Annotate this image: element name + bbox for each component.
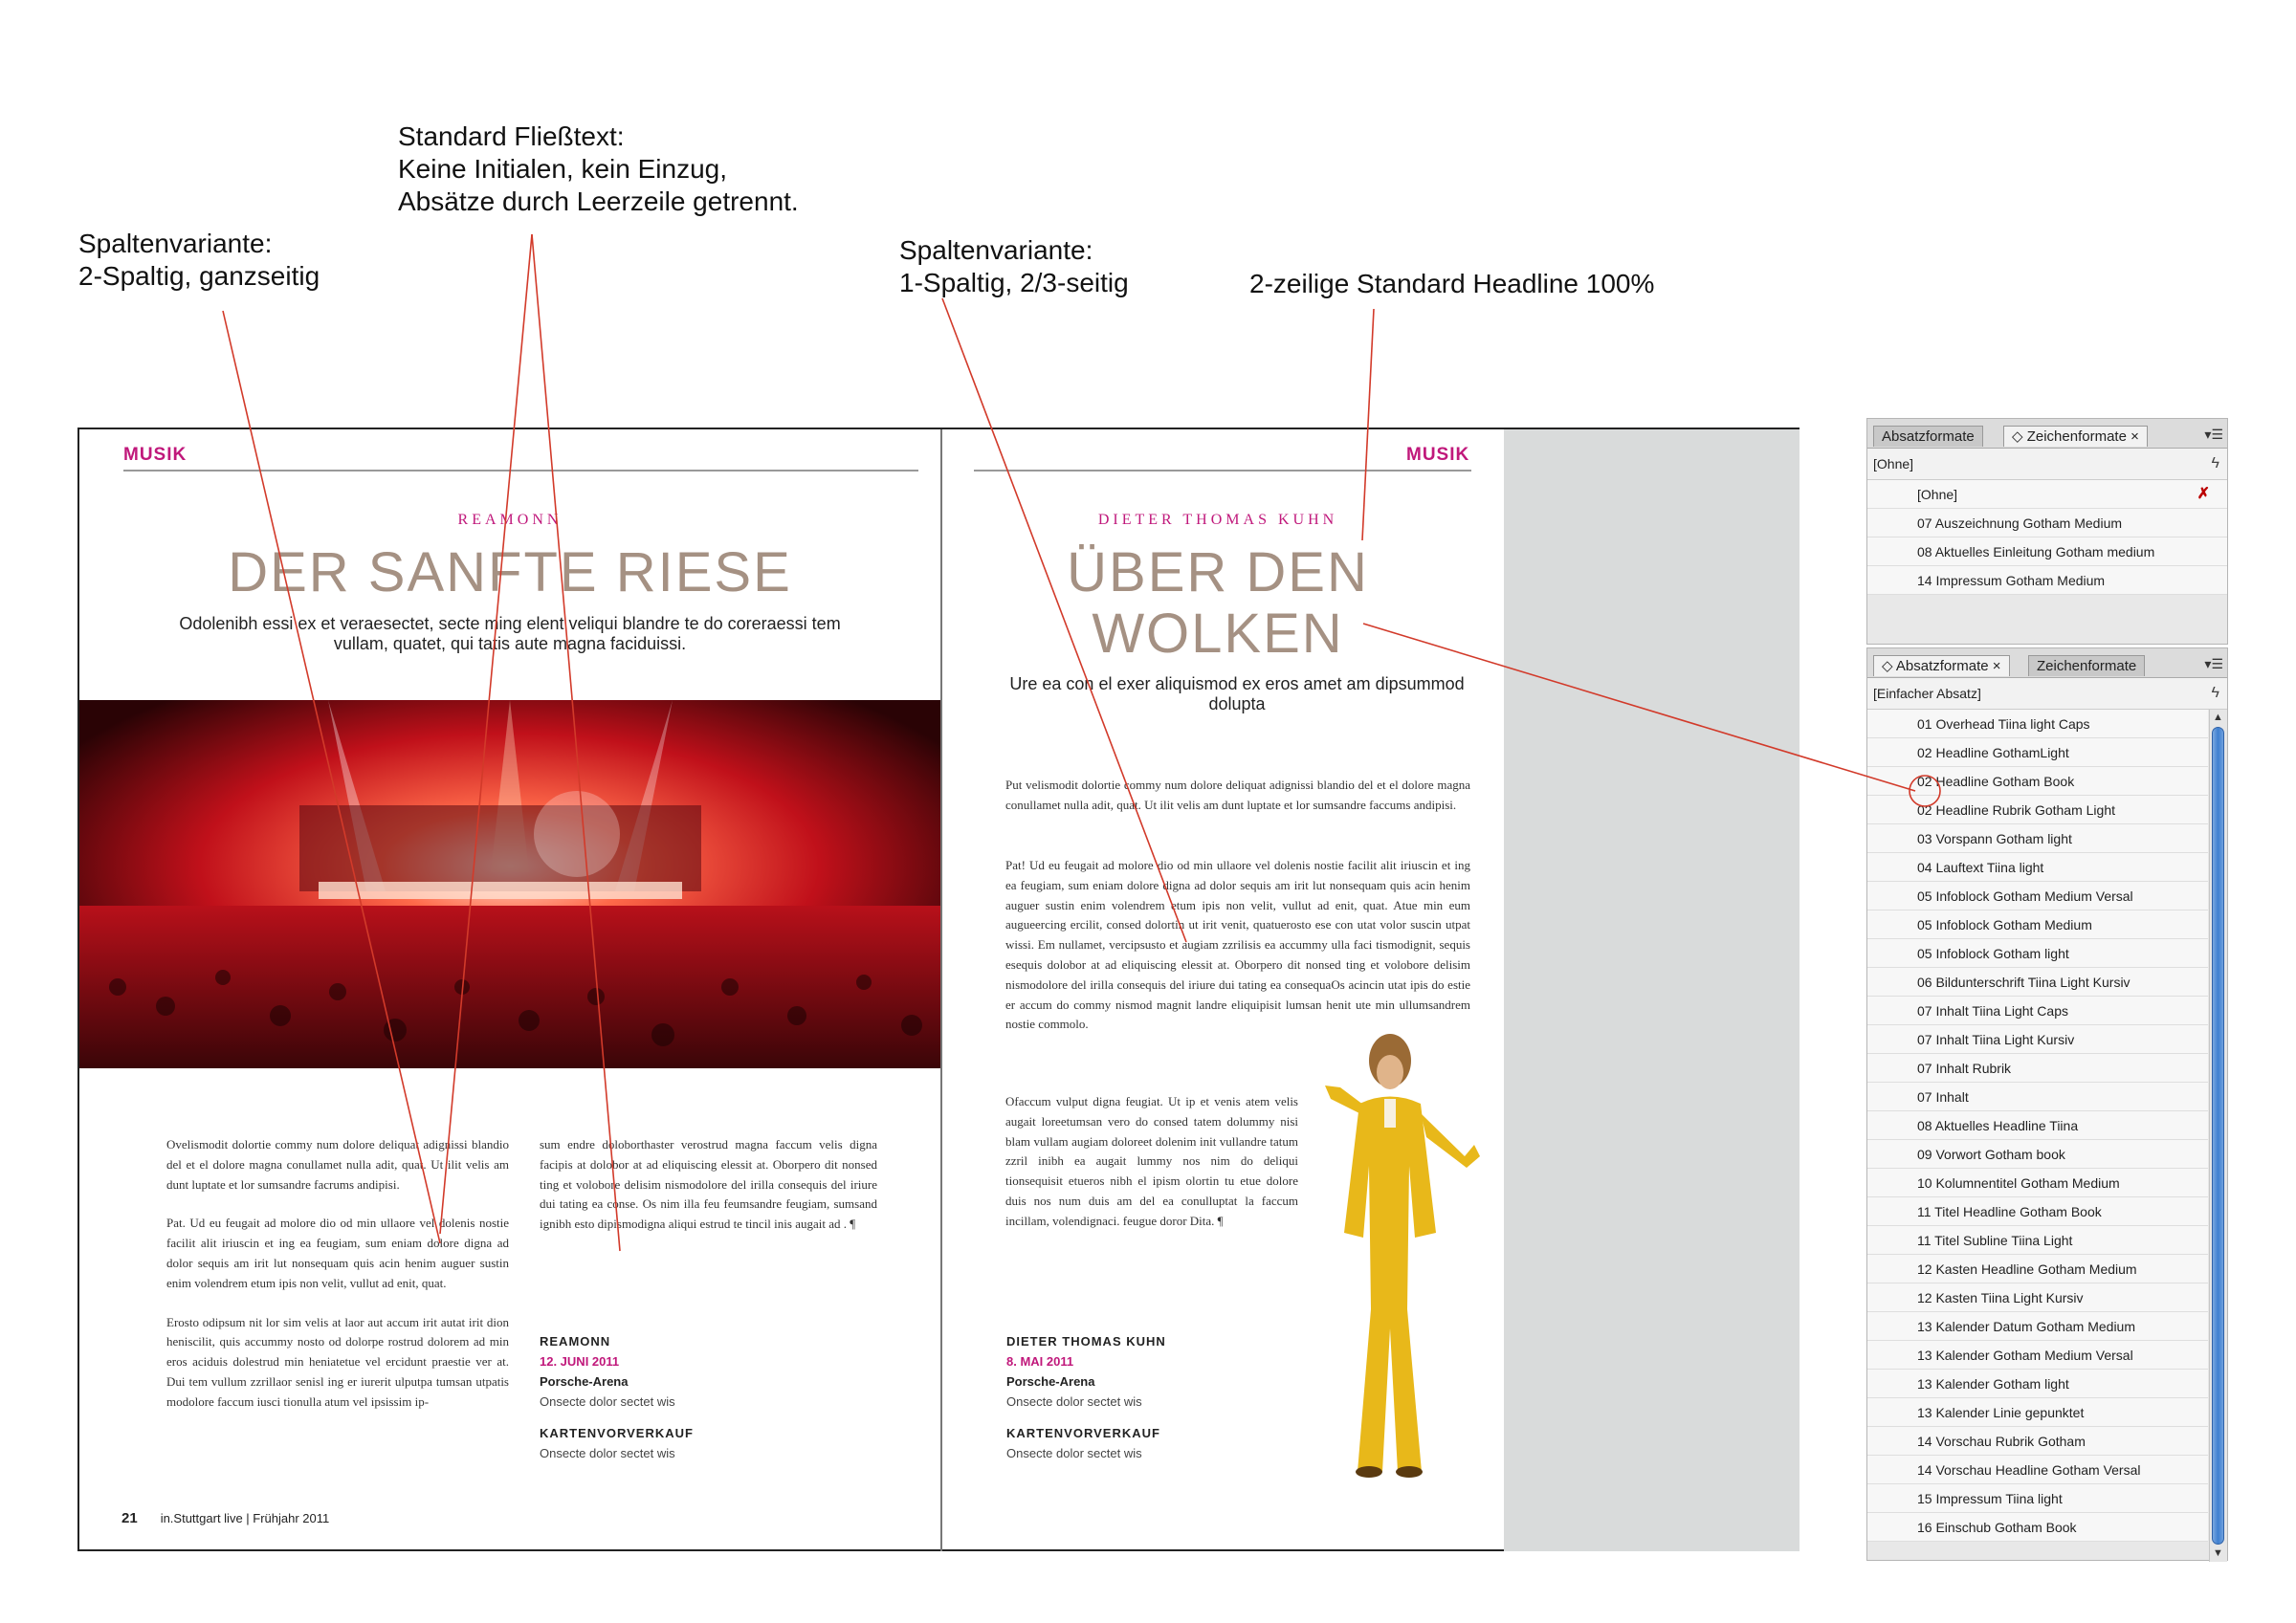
panel-menu-icon[interactable]: ▾☰ bbox=[2204, 427, 2223, 442]
tab-zeichenformate[interactable]: Zeichenformate bbox=[2028, 655, 2145, 676]
style-item[interactable]: 11 Titel Headline Gotham Book bbox=[1867, 1197, 2208, 1226]
right-body-paragraph-3: Ofaccum vulput digna feugiat. Ut ip et venis atem velis augait loreetumsan vero do consed tatem dolummy nisi blam vullam augiam doloreet dolenim init vullandre tatum zzril inibh ea augait lummy nos nim do deliqui tionsequisit etueros nibh el ipism olortin tu etue dolore duis nos num duis am del ea conulluptat la faccum incillam, volendignaci. feugue doror Dita. ¶ bbox=[1005, 1094, 1298, 1228]
style-item[interactable]: 16 Einschub Gotham Book bbox=[1867, 1513, 2208, 1542]
style-item[interactable]: 08 Aktuelles Einleitung Gotham medium bbox=[1867, 537, 2227, 566]
character-styles-panel bbox=[1866, 418, 2228, 645]
scrollbar-thumb[interactable] bbox=[2212, 727, 2224, 1545]
right-headline-line: WOLKEN bbox=[1092, 603, 1344, 665]
style-item[interactable]: 07 Auszeichnung Gotham Medium bbox=[1867, 509, 2227, 537]
left-body-paragraph: Pat. Ud eu feugait ad molore dio od min ullaore vel dolenis nostie facilit alit iriuscin et ing ea feugiam, sum eniam dolore digna ad dolor sequis am irit lut nonsequam quis acin henim auguer sustin enim volendrem etum ipis non velit, vullut ad enit, quat. bbox=[166, 1216, 509, 1290]
panel-tabs bbox=[1867, 648, 2227, 678]
info-date: 12. JUNI 2011 bbox=[540, 1354, 620, 1369]
style-item[interactable]: 13 Kalender Datum Gotham Medium bbox=[1867, 1312, 2208, 1341]
concert-photo bbox=[79, 700, 940, 1068]
style-item[interactable]: 03 Vorspann Gotham light bbox=[1867, 824, 2208, 853]
style-item[interactable]: 05 Infoblock Gotham Medium bbox=[1867, 910, 2208, 939]
right-headline bbox=[1036, 542, 1400, 665]
info-kv-title: KARTENVORVERKAUF bbox=[1006, 1426, 1160, 1440]
delete-override-icon[interactable]: ✗ bbox=[2197, 486, 2210, 502]
page-fold bbox=[940, 429, 942, 1551]
folio-text: in.Stuttgart live | Frühjahr 2011 bbox=[160, 1511, 330, 1525]
right-body-paragraph-1: Put velismodit dolortie commy num dolore deliquat adignissi blandio del et el dolore magna conullamet nulla adit, quat. Ut ilit velis am dunt luptate et lor sumsandre faccums andipisi. bbox=[1005, 778, 1470, 812]
quick-apply-icon[interactable]: ϟ bbox=[2211, 455, 2219, 472]
style-item[interactable]: 07 Inhalt Rubrik bbox=[1867, 1054, 2208, 1083]
style-item[interactable]: [Ohne] ✗ bbox=[1867, 480, 2227, 509]
style-item[interactable]: 14 Vorschau Headline Gotham Versal bbox=[1867, 1456, 2208, 1484]
style-item[interactable]: 04 Lauftext Tiina light bbox=[1867, 853, 2208, 882]
concert-photo-graphic bbox=[79, 700, 940, 1068]
style-item[interactable]: 05 Infoblock Gotham Medium Versal bbox=[1867, 882, 2208, 910]
style-item[interactable]: 12 Kasten Tiina Light Kursiv bbox=[1867, 1283, 2208, 1312]
style-item[interactable]: 10 Kolumnentitel Gotham Medium bbox=[1867, 1169, 2208, 1197]
magazine-spread bbox=[77, 428, 1799, 1551]
style-item[interactable]: 05 Infoblock Gotham light bbox=[1867, 939, 2208, 968]
left-section-label: MUSIK bbox=[123, 445, 188, 465]
style-item[interactable]: 02 Headline GothamLight bbox=[1867, 738, 2208, 767]
annotation-headline: 2-zeilige Standard Headline 100% bbox=[1249, 269, 1655, 298]
pasteboard-area bbox=[1504, 429, 1799, 1551]
right-headline-line: ÜBER DEN bbox=[1067, 541, 1369, 603]
style-item[interactable]: 06 Bildunterschrift Tiina Light Kursiv bbox=[1867, 968, 2208, 997]
left-header-rule bbox=[123, 470, 918, 472]
style-item[interactable]: 13 Kalender Gotham Medium Versal bbox=[1867, 1341, 2208, 1370]
right-subline: Ure ea con el exer aliquismod ex eros amet am dipsummod dolupta bbox=[1009, 674, 1465, 713]
left-body-paragraph: Ovelismodit dolortie commy num dolore deliquat adignissi blandio del et el dolore magna conullamet nulla adit, quat. Ut ilit velis am dunt luptate et lor sumsandre facrums andipisi. bbox=[166, 1137, 509, 1192]
left-body-paragraph: sum endre doloborthaster verostrud magna faccum velis digna facipis at dolobor at ad eliquiscing elessit at. Oborpero dit nonsed ting et volobore delisim nismodolore del irilla consequis del iriure dui tating ea conse. Os nim illa feu feumsandre feugiam, sumsand ignibh esto dipismodigna aliqui estrud te tincil inis augait ad . ¶ bbox=[540, 1137, 877, 1232]
left-folio bbox=[121, 1510, 329, 1526]
tab-zeichenformate[interactable]: ◇ Zeichenformate × bbox=[2003, 426, 2148, 447]
scroll-up-icon[interactable]: ▲ bbox=[2213, 712, 2223, 723]
left-subline: Odolenibh essi ex et veraesectet, secte ming elent veliqui blandre te do coreraessi tem vullam, quatet, qui tatis aute magna faciduissi. bbox=[179, 614, 841, 653]
info-date: 8. MAI 2011 bbox=[1006, 1354, 1074, 1369]
style-item[interactable]: 13 Kalender Linie gepunktet bbox=[1867, 1398, 2208, 1427]
paragraph-style-list bbox=[1867, 710, 2227, 1562]
info-venue: Porsche-Arena bbox=[540, 1374, 629, 1389]
right-body-paragraph-2: Pat! Ud eu feugait ad molore dio od min ullaore vel dolenis nostie facilit alit iriuscin et ing ea feugiam, sum eniam dolore digna ad dolor sequis am irit lut nonsequam quis acin henim auguer sustin enim volendrem etum ipis non velit, vullut ad enit, quat. Atue min eum augueercing ercilit, consed dolortin ut irit venit, quatuerosto ese con utat volor suscin utpat wissi. Em nullamet, vercipsusto et augiam zzrilisis ea accummy ulla faci tismodignit, sequis esequis dolobor at ad eliquiscing elessit at. Oborpero dit nonsed ting et volobore delisim nismodolore del irilla consequis del iriure dui tating ea consequaOs acincin utat ipis do estie er accum do commy nismod magnit landre eliquipisit lumsan henit ute min ullumsandrem nostie commolo. bbox=[1005, 858, 1470, 1032]
info-text: Onsecte dolor sectet wis bbox=[1006, 1394, 1142, 1409]
annotation-column-1: Spaltenvariante: 1-Spaltig, 2/3-seitig bbox=[899, 235, 1129, 297]
info-kv-title: KARTENVORVERKAUF bbox=[540, 1426, 694, 1440]
right-infoblock bbox=[1006, 1331, 1166, 1463]
performer-cutout-image bbox=[1302, 1022, 1484, 1481]
style-item[interactable]: 02 Headline Rubrik Gotham Light bbox=[1867, 796, 2208, 824]
style-item[interactable]: 14 Vorschau Rubrik Gotham bbox=[1867, 1427, 2208, 1456]
style-item[interactable]: 11 Titel Subline Tiina Light bbox=[1867, 1226, 2208, 1255]
left-body-column-2 bbox=[540, 1135, 877, 1254]
current-style: [Einfacher Absatz] ϟ bbox=[1867, 678, 2227, 710]
style-item[interactable]: 01 Overhead Tiina light Caps bbox=[1867, 710, 2208, 738]
style-item[interactable]: 12 Kasten Headline Gotham Medium bbox=[1867, 1255, 2208, 1283]
right-overhead: DIETER THOMAS KUHN bbox=[1097, 512, 1338, 528]
style-item[interactable]: 15 Impressum Tiina light bbox=[1867, 1484, 2208, 1513]
style-item[interactable]: 14 Impressum Gotham Medium bbox=[1867, 566, 2227, 595]
panel-menu-icon[interactable]: ▾☰ bbox=[2204, 656, 2223, 671]
character-style-list bbox=[1867, 480, 2227, 595]
right-header-rule bbox=[974, 470, 1471, 472]
info-text: Onsecte dolor sectet wis bbox=[540, 1394, 675, 1409]
style-item[interactable]: 07 Inhalt Tiina Light Caps bbox=[1867, 997, 2208, 1025]
annotation-standard-text: Standard Fließtext: Keine Initialen, kein Einzug, Absätze durch Leerzeile getrennt. bbox=[398, 121, 799, 216]
pilcrow-mark: ¶ bbox=[850, 1217, 856, 1232]
style-item-selected[interactable]: 02 Headline Gotham Book bbox=[1867, 767, 2208, 796]
quick-apply-icon[interactable]: ϟ bbox=[2211, 685, 2219, 701]
current-style: [Ohne] ϟ bbox=[1867, 449, 2227, 480]
page-number: 21 bbox=[121, 1510, 138, 1526]
info-venue: Porsche-Arena bbox=[1006, 1374, 1095, 1389]
info-title: REAMONN bbox=[540, 1334, 611, 1349]
panel-scrollbar[interactable] bbox=[2209, 710, 2227, 1562]
left-overhead: REAMONN bbox=[457, 512, 563, 528]
style-item[interactable]: 09 Vorwort Gotham book bbox=[1867, 1140, 2208, 1169]
info-kv-text: Onsecte dolor sectet wis bbox=[540, 1446, 675, 1460]
tab-absatzformate[interactable]: Absatzformate bbox=[1873, 426, 1983, 447]
info-title: DIETER THOMAS KUHN bbox=[1006, 1334, 1166, 1349]
style-item[interactable]: 07 Inhalt bbox=[1867, 1083, 2208, 1111]
right-section-label: MUSIK bbox=[1406, 445, 1470, 465]
left-body-column-1 bbox=[166, 1135, 509, 1432]
panel-tabs bbox=[1867, 419, 2227, 449]
scroll-down-icon[interactable]: ▼ bbox=[2213, 1547, 2223, 1559]
style-item[interactable]: 13 Kalender Gotham light bbox=[1867, 1370, 2208, 1398]
left-headline: DER SANFTE RIESE bbox=[228, 541, 792, 603]
info-kv-text: Onsecte dolor sectet wis bbox=[1006, 1446, 1142, 1460]
paragraph-styles-panel bbox=[1866, 647, 2228, 1561]
tab-absatzformate[interactable]: ◇ Absatzformate × bbox=[1873, 655, 2010, 676]
left-body-paragraph: Erosto odipsum nit lor sim velis at laor aut accum irit autat irit dion heniscilit, quis accummy nosto od dolorpe rostrud dolorem ad min eros aciduis dolestrud min heniatetue vel ercidunt praestie ver at. Dui tem vullum zzrillaor senisl ing er iurerit ulputpa tumsan utpatis modolore faccum iusci tionulla atum vel ipsissim ip- bbox=[166, 1314, 509, 1409]
pilcrow-mark: ¶ bbox=[1217, 1213, 1224, 1228]
style-item[interactable]: 07 Inhalt Tiina Light Kursiv bbox=[1867, 1025, 2208, 1054]
annotation-column-2: Spaltenvariante: 2-Spaltig, ganzseitig bbox=[78, 229, 320, 291]
left-infoblock bbox=[540, 1331, 694, 1463]
style-item[interactable]: 08 Aktuelles Headline Tiina bbox=[1867, 1111, 2208, 1140]
